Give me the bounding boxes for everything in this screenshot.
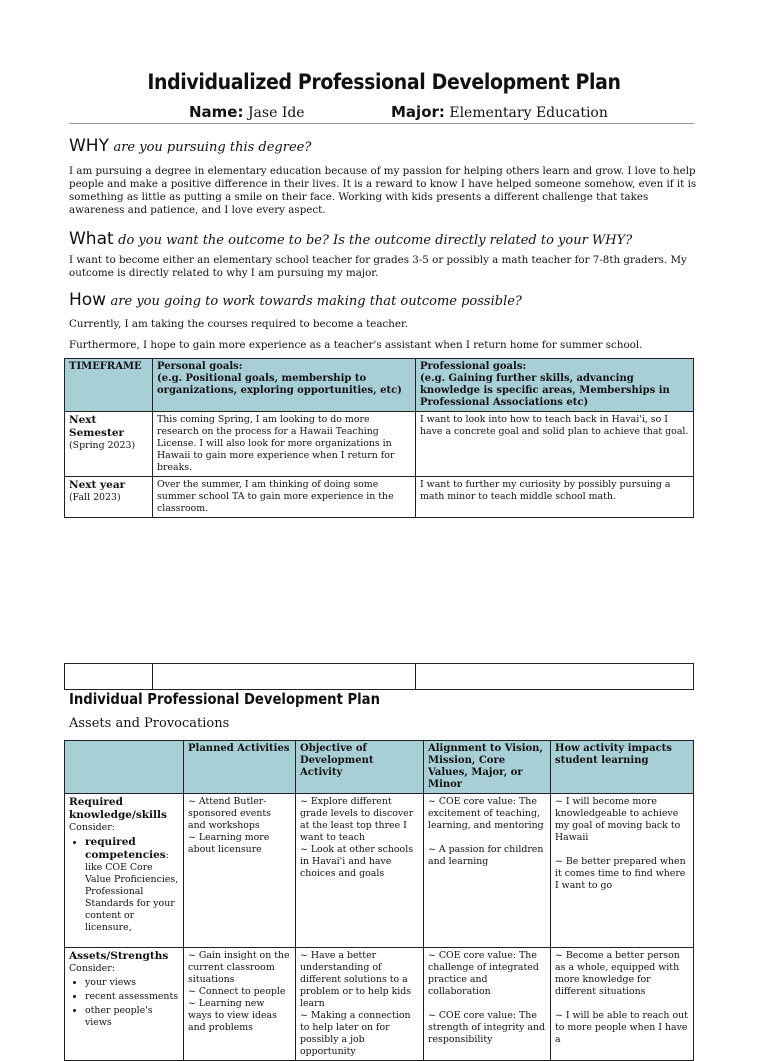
name-field [189, 103, 305, 121]
next-year-label: Next year [69, 479, 126, 491]
what-heading-rest: do you want the outcome to be? Is the outcome directly related to your WHY? [118, 233, 633, 248]
next-semester-label: Next Semester [69, 414, 125, 439]
assets-header-row [65, 741, 694, 794]
required-consider: Consider: [69, 822, 115, 833]
name-label: Name: [189, 103, 244, 121]
alignment-header: Alignment to Vision, Mission, Core Values, Major, or Minor [424, 741, 551, 794]
required-consider-list [69, 836, 179, 934]
assets-strengths-row [65, 948, 694, 1061]
list-item: • other people's views [85, 1005, 179, 1029]
required-knowledge-cell [65, 794, 184, 948]
goals-header-row [65, 359, 694, 412]
required-impact: ~ I will become more knowledgeable to achieve my goal of moving back to Hawaii ~ Be better prepared when it comes time to find where I want to go [551, 794, 694, 948]
major-label: Major: [391, 103, 445, 121]
name-value: Jase Ide [247, 105, 305, 121]
how-answer-1: Currently, I am taking the courses required to become a teacher. [69, 318, 409, 330]
professional-goals-header [416, 359, 694, 412]
why-heading [69, 136, 311, 156]
assets-table [64, 740, 694, 1061]
assets-impact: ~ Become a better person as a whole, equipped with more knowledge for different situations ~ I will be able to reach out to more people when I have a [551, 948, 694, 1061]
required-alignment: ~ COE core value: The excitement of teaching, learning, and mentoring ~ A passion for children and learning [424, 794, 551, 948]
next-semester-cell [65, 412, 153, 477]
required-competencies-bold: required competencies [85, 836, 166, 861]
next-year-professional: I want to further my curiosity by possibly pursuing a math minor to teach middle school math. [416, 477, 694, 518]
assets-alignment: ~ COE core value: The challenge of integrated practice and collaboration ~ COE core value: The strength of integrity and responsibility [424, 948, 551, 1061]
next-semester-sub: (Spring 2023) [69, 440, 136, 451]
why-heading-big: WHY [69, 136, 109, 156]
impact-header: How activity impacts student learning [551, 741, 694, 794]
required-competencies-rest: : like COE Core Value Proficiencies, Professional Standards for your content or licensure, [85, 850, 179, 933]
empty-cell-3 [416, 664, 694, 690]
next-semester-personal: This coming Spring, I am looking to do more research on the process for a Hawaii Teaching License. I will also look for more organizations in Hawaii to gain more experience when I return for breaks. [153, 412, 416, 477]
personal-goals-title: Personal goals: [157, 361, 243, 372]
assets-consider: Consider: [69, 963, 115, 974]
section-subtitle: Assets and Provocations [69, 716, 230, 731]
objective-header: Objective of Development Activity [296, 741, 424, 794]
next-year-sub: (Fall 2023) [69, 492, 121, 503]
goals-row-next-semester [65, 412, 694, 477]
name-major-line [69, 101, 694, 124]
professional-goals-title: Professional goals: [420, 361, 527, 372]
how-heading-big: How [69, 290, 107, 310]
empty-continuation-table [64, 663, 694, 690]
list-item [85, 836, 179, 934]
empty-row [65, 664, 694, 690]
empty-cell-2 [153, 664, 416, 690]
why-heading-rest: are you pursuing this degree? [113, 140, 312, 155]
page-title: Individualized Professional Development Plan [147, 70, 621, 94]
what-heading [69, 229, 632, 249]
next-semester-professional: I want to look into how to teach back in Havai'i, so I have a concrete goal and solid plan to achieve that goal. [416, 412, 694, 477]
next-year-personal: Over the summer, I am thinking of doing some summer school TA to gain more experience in the classroom. [153, 477, 416, 518]
goals-row-next-year [65, 477, 694, 518]
personal-goals-examples: (e.g. Positional goals, membership to organizations, exploring opportunities, etc) [157, 373, 402, 396]
required-objective: ~ Explore different grade levels to discover at the least top three I want to teach ~ Look at other schools in Havai'i and have choices and goals [296, 794, 424, 948]
how-heading [69, 290, 522, 310]
list-item: • recent assessments [85, 991, 179, 1003]
why-answer: I am pursuing a degree in elementary education because of my passion for helping others learn and grow. I love to help people and make a positive difference in their lives. It is a reward to know I have helped someone somehow, even if it is something as little as putting a smile on their face. Working with kids presents a different challenge that takes awareness and patience, and I love every aspect. [69, 165, 697, 216]
how-heading-rest: are you going to work towards making that outcome possible? [110, 294, 522, 309]
how-answer-2: Furthermore, I hope to gain more experience as a teacher's assistant when I return home for summer school. [69, 339, 643, 351]
goals-table [64, 358, 694, 518]
section-title: Individual Professional Development Plan [69, 690, 380, 708]
empty-cell-1 [65, 664, 153, 690]
planned-activities-header: Planned Activities [184, 741, 296, 794]
required-knowledge-row [65, 794, 694, 948]
list-item: • your views [85, 977, 179, 989]
assets-strengths-label: Assets/Strengths [69, 950, 169, 962]
assets-consider-list [69, 977, 179, 1029]
assets-strengths-cell [65, 948, 184, 1061]
timeframe-header: TIMEFRAME [65, 359, 153, 412]
major-value: Elementary Education [449, 105, 608, 121]
what-heading-big: What [69, 229, 114, 249]
assets-objective: ~ Have a better understanding of different solutions to a problem or to help kids learn ~ Making a connection to help later on for possibly a job opportunity [296, 948, 424, 1061]
personal-goals-header [153, 359, 416, 412]
next-year-cell [65, 477, 153, 518]
assets-planned: ~ Gain insight on the current classroom situations ~ Connect to people ~ Learning new ways to view ideas and problems [184, 948, 296, 1061]
required-knowledge-label: Required knowledge/skills [69, 796, 167, 821]
required-planned: ~ Attend Butler-sponsored events and workshops ~ Learning more about licensure [184, 794, 296, 948]
assets-header-blank [65, 741, 184, 794]
professional-goals-examples: (e.g. Gaining further skills, advancing knowledge is specific areas, Memberships in Professional Associations etc) [420, 373, 670, 408]
what-answer: I want to become either an elementary school teacher for grades 3-5 or possibly a math teacher for 7-8th graders. My outcome is directly related to why I am pursuing my major. [69, 254, 687, 279]
major-field [391, 103, 608, 121]
